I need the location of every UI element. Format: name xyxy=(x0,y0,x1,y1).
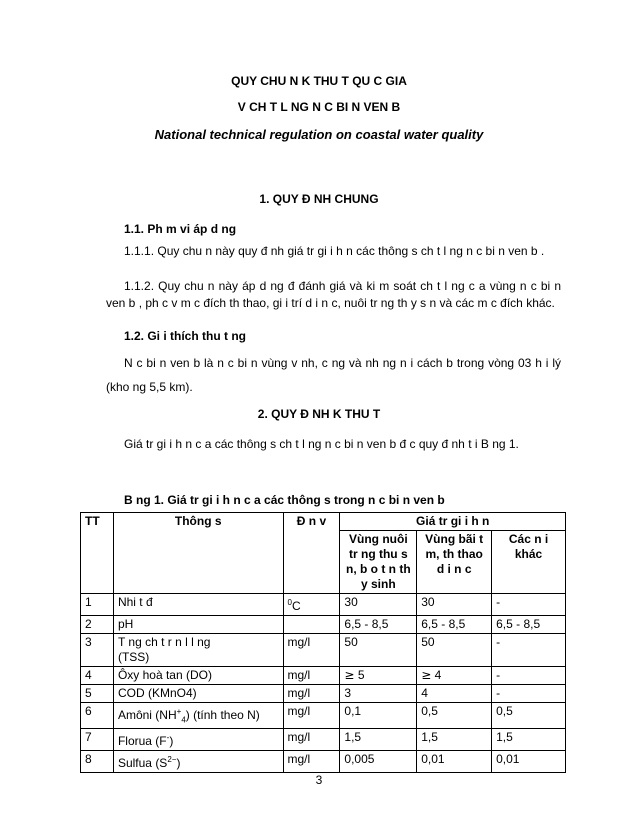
section-2-heading: 2. QUY Đ NH K THU T xyxy=(257,407,381,421)
row-value-a: 0,005 xyxy=(340,751,417,773)
header-tt: TT xyxy=(81,513,114,594)
greater-equal-symbol: ≥ xyxy=(421,668,432,682)
unit-text: C xyxy=(291,599,301,613)
row-parameter xyxy=(113,634,283,667)
title-line-2: V CH T L NG N C BI N VEN B xyxy=(237,100,401,114)
parameter-text: Amôni (NH xyxy=(117,708,177,722)
row-parameter: pH xyxy=(113,616,283,634)
value-text: 4 xyxy=(434,668,442,682)
row-value-b: 50 xyxy=(417,634,492,667)
row-value-a: 3 xyxy=(340,685,417,703)
table-row xyxy=(81,634,566,667)
english-subtitle: National technical regulation on coastal water quality xyxy=(154,127,484,142)
row-parameter: Nhi t đ xyxy=(113,594,283,616)
row-unit: mg/l xyxy=(283,729,340,751)
row-tt: 8 xyxy=(81,751,114,773)
header-aquaculture: Vùng nuôi tr ng thu s n, b o t n th y sinh xyxy=(340,531,417,594)
row-value-c: - xyxy=(492,667,566,685)
row-tt: 7 xyxy=(81,729,114,751)
row-value-c: 6,5 - 8,5 xyxy=(492,616,566,634)
row-tt: 6 xyxy=(81,703,114,729)
paragraph-1-1-2: 1.1.2. Quy chu n này áp d ng đ đánh giá và ki m soát ch t l ng c a vùng n c bi n ven b , ph c v m c đích th thao, gi i trí d i n c, nuôi tr ng th y s n và các m c đích khác. xyxy=(106,279,561,310)
row-value-a xyxy=(340,667,417,685)
table-row xyxy=(81,685,566,703)
row-value-c: 1,5 xyxy=(492,729,566,751)
row-unit: mg/l xyxy=(283,703,340,729)
row-unit: mg/l xyxy=(283,667,340,685)
parameter-text-suffix: ) xyxy=(176,756,181,771)
row-value-c: 0,5 xyxy=(492,703,566,729)
paragraph-2: Giá tr gi i h n c a các thông s ch t l ng n c bi n ven b đ c quy đ nh t i B ng 1. xyxy=(124,437,519,451)
row-unit: mg/l xyxy=(283,685,340,703)
row-value-b: 6,5 - 8,5 xyxy=(417,616,492,634)
parameter-line-2: (TSS) xyxy=(117,650,150,664)
row-parameter xyxy=(113,751,283,773)
header-other: Các n i khác xyxy=(492,531,566,594)
header-parameter: Thông s xyxy=(113,513,283,594)
row-parameter xyxy=(113,703,283,729)
header-recreation: Vùng bãi t m, th thao d i n c xyxy=(417,531,492,594)
value-text: 5 xyxy=(357,668,365,682)
header-limit-group: Giá tr gi i h n xyxy=(340,513,566,531)
row-value-c: 0,01 xyxy=(492,751,566,773)
section-1-2-heading: 1.2. Gi i thích thu t ng xyxy=(124,329,246,343)
row-value-a: 30 xyxy=(340,594,417,616)
row-unit xyxy=(283,616,340,634)
title-line-1: QUY CHU N K THU T QU C GIA xyxy=(231,74,407,88)
table-row xyxy=(81,594,566,616)
degree-mark: 0 xyxy=(287,598,292,607)
table-row xyxy=(81,729,566,751)
row-value-a: 1,5 xyxy=(340,729,417,751)
parameter-line-1: T ng ch t r n l l ng xyxy=(117,635,211,649)
row-parameter: Ôxy hoà tan (DO) xyxy=(113,667,283,685)
row-value-b: 4 xyxy=(417,685,492,703)
page-number: 3 xyxy=(315,773,323,787)
table-row xyxy=(81,667,566,685)
water-quality-table xyxy=(80,512,566,773)
row-unit xyxy=(283,594,340,616)
row-value-b xyxy=(417,667,492,685)
row-value-a: 6,5 - 8,5 xyxy=(340,616,417,634)
row-value-b: 1,5 xyxy=(417,729,492,751)
row-value-a: 50 xyxy=(340,634,417,667)
table-row xyxy=(81,616,566,634)
row-value-c: - xyxy=(492,685,566,703)
section-1-heading: 1. QUY Đ NH CHUNG xyxy=(259,192,379,206)
row-tt: 1 xyxy=(81,594,114,616)
row-parameter xyxy=(113,729,283,751)
parameter-text-suffix: ) (tính theo N) xyxy=(185,708,260,722)
row-value-b: 0,01 xyxy=(417,751,492,773)
row-tt: 5 xyxy=(81,685,114,703)
parameter-text-suffix: ) xyxy=(169,734,174,749)
header-unit: Đ n v xyxy=(283,513,340,594)
table-row xyxy=(81,703,566,729)
table-caption: B ng 1. Giá tr gi i h n c a các thông s trong n c bi n ven b xyxy=(124,493,445,507)
parameter-text: Florua (F xyxy=(117,734,167,749)
superscript: 2− xyxy=(167,755,177,765)
section-1-1-heading: 1.1. Ph m vi áp d ng xyxy=(124,222,237,236)
superscript: - xyxy=(166,733,170,743)
parameter-text: Sulfua (S xyxy=(117,756,168,771)
paragraph-1-2: N c bi n ven b là n c bi n vùng v nh, c ng và nh ng n i cách b trong vòng 03 h i lý (kho ng 5,5 km). xyxy=(106,356,561,394)
paragraph-1-1-1: 1.1.1. Quy chu n này quy đ nh giá tr gi i h n các thông s ch t l ng n c bi n ven b . xyxy=(124,244,545,258)
row-unit: mg/l xyxy=(283,634,340,667)
row-tt: 3 xyxy=(81,634,114,667)
row-unit: mg/l xyxy=(283,751,340,773)
table-header-row xyxy=(81,513,566,531)
row-value-c: - xyxy=(492,594,566,616)
superscript: + xyxy=(176,707,182,716)
row-tt: 2 xyxy=(81,616,114,634)
row-value-b: 30 xyxy=(417,594,492,616)
row-value-c: - xyxy=(492,634,566,667)
subscript: 4 xyxy=(181,715,186,725)
greater-equal-symbol: ≥ xyxy=(344,668,355,682)
row-value-b: 0,5 xyxy=(417,703,492,729)
row-parameter: COD (KMnO4) xyxy=(113,685,283,703)
table-row xyxy=(81,751,566,773)
row-tt: 4 xyxy=(81,667,114,685)
row-value-a: 0,1 xyxy=(340,703,417,729)
